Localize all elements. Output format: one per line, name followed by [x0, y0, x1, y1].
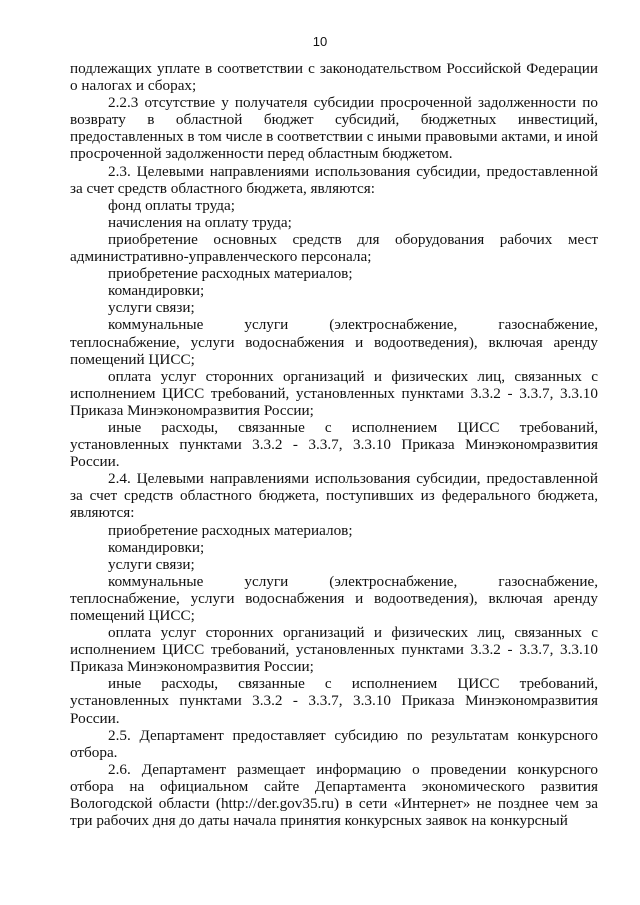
list-item: услуги связи; [108, 299, 195, 317]
list-item: услуги связи; [108, 555, 195, 573]
paragraph-2-4: 2.4. Целевыми направлениями использования субсидии, предоставленной за счет средств областного бюджета, поступивших из федерального бюджета, являются: [70, 470, 598, 522]
list-item: иные расходы, связанные с исполнением ЦИСС требований, установленных пунктами 3.3.2 - 3.3.7, 3.3.10 Приказа Минэкономразвития России. [70, 675, 598, 727]
list-item: командировки; [108, 282, 205, 300]
document-body [70, 60, 598, 829]
paragraph-continuation: подлежащих уплате в соответствии с законодательством Российской Федерации о налогах и сборах; [70, 60, 598, 95]
list-item: коммунальные услуги (электроснабжение, газоснабжение, теплоснабжение, услуги водоснабжения и водоотведения), включая аренду помещений ЦИСС; [70, 572, 598, 624]
list-item: коммунальные услуги (электроснабжение, газоснабжение, теплоснабжение, услуги водоснабжения и водоотведения), включая аренду помещений ЦИСС; [70, 316, 598, 368]
list-item: приобретение основных средств для оборудования рабочих мест административно-управленческого персонала; [70, 230, 598, 266]
list-item: оплата услуг сторонних организаций и физических лиц, связанных с исполнением ЦИСС требований, установленных пунктами 3.3.2 - 3.3.7, 3.3.10 Приказа Минэкономразвития России; [70, 367, 598, 419]
list-item: фонд оплаты труда; [108, 196, 235, 214]
paragraph-2-3: 2.3. Целевыми направлениями использования субсидии, предоставленной за счет средств областного бюджета, являются: [70, 162, 598, 197]
list-item: приобретение расходных материалов; [108, 521, 353, 539]
page-number: 10 [312, 34, 328, 49]
list-item: иные расходы, связанные с исполнением ЦИСС требований, установленных пунктами 3.3.2 - 3.3.7, 3.3.10 Приказа Минэкономразвития России. [70, 418, 598, 471]
paragraph-2-2-3: 2.2.3 отсутствие у получателя субсидии просроченной задолженности по возврату в областной бюджет субсидий, бюджетных инвестиций, предоставленных в том числе в соответствии с иными правовыми актами, и иной просроченной задолженности перед областным бюджетом. [70, 94, 599, 163]
list-item: командировки; [108, 538, 205, 556]
list-item: приобретение расходных материалов; [108, 265, 353, 283]
list-item: начисления на оплату труда; [108, 213, 292, 231]
paragraph-2-6: 2.6. Департамент размещает информацию о проведении конкурсного отбора на официальном сайте Департамента экономического развития Вологодской области (http://der.gov35.ru) в сети «Интернет» не позднее чем за три рабочих дня до даты начала принятия конкурсных заявок на конкурсный [70, 760, 598, 830]
list-item: оплата услуг сторонних организаций и физических лиц, связанных с исполнением ЦИСС требований, установленных пунктами 3.3.2 - 3.3.7, 3.3.10 Приказа Минэкономразвития России; [70, 624, 598, 676]
paragraph-2-5: 2.5. Департамент предоставляет субсидию по результатам конкурсного отбора. [70, 726, 598, 761]
